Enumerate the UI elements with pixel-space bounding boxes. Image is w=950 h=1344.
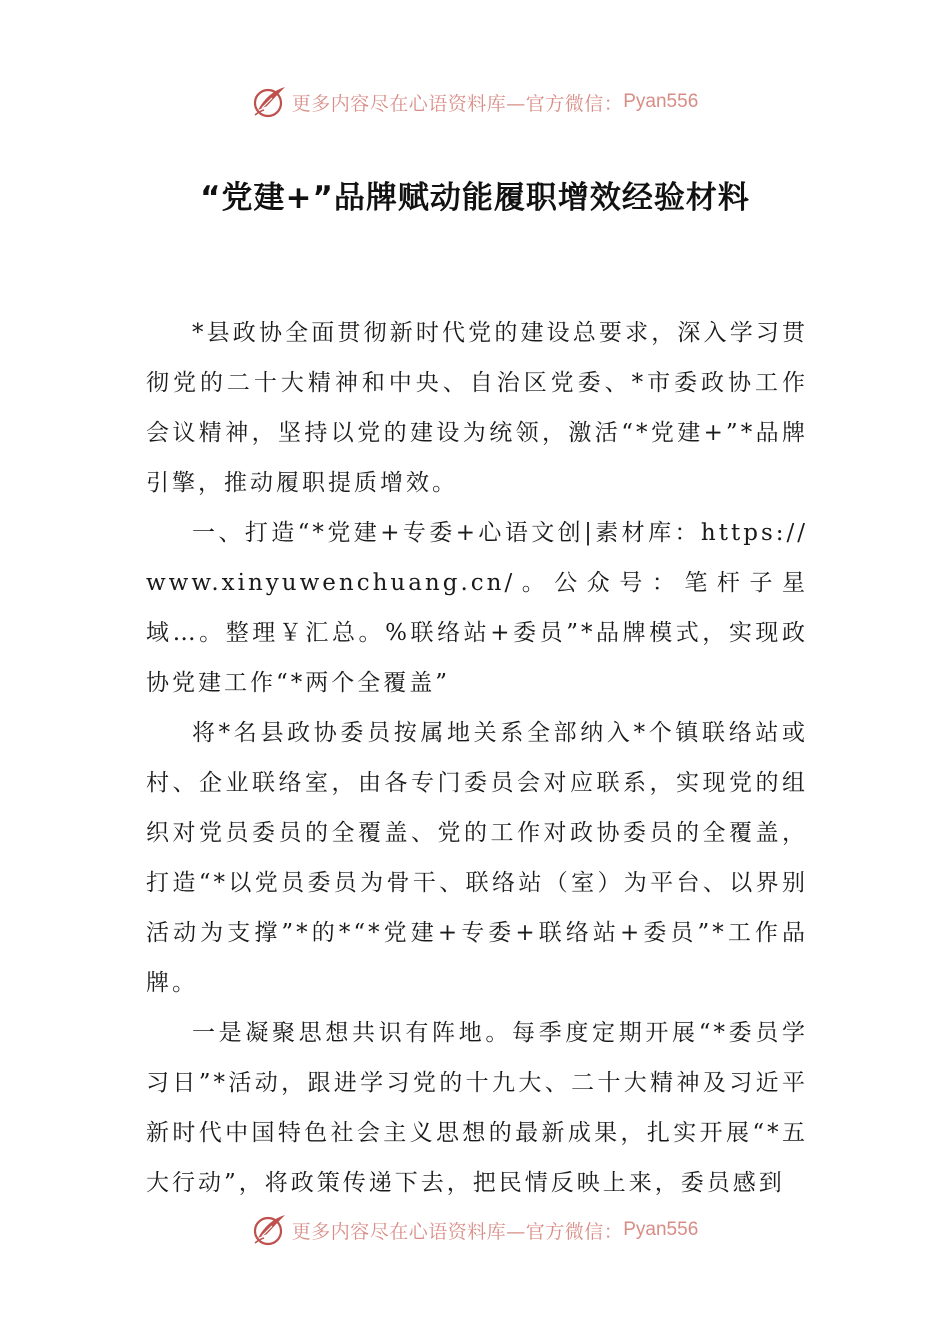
paragraph: *县政协全面贯彻新时代党的建设总要求，深入学习贯彻党的二十大精神和中央、自治区党委、*市委政协工作会议精神，坚持以党的建设为统领，激活“*党建+”*品牌引擎，推动履职提质增效。	[146, 320, 808, 496]
watermark-account: Pyan556	[623, 91, 699, 112]
pen-logo-icon	[252, 1212, 288, 1248]
watermark-text: 更多内容尽在心语资料库—官方微信：	[291, 1220, 624, 1243]
paragraph: 一、打造“*党建+专委+心语文创|素材库：https://www.xinyuwenchuang.cn/。公众号：笔杆子星域…。整理￥汇总。%联络站+委员”*品牌模式，实现政协党建工作“*两个全覆盖”	[146, 520, 808, 696]
paragraph: 将*名县政协委员按属地关系全部纳入*个镇联络站或村、企业联络室，由各专门委员会对应联系，实现党的组织对党员委员的全覆盖、党的工作对政协委员的全覆盖，打造“*以党员委员为骨干、联络站（室）为平台、以界别活动为支撑”*的*“*党建+专委+联络站+委员”*工作品牌。	[146, 720, 808, 996]
paragraph: 一是凝聚思想共识有阵地。每季度定期开展“*委员学习日”*活动，跟进学习党的十九大、二十大精神及习近平新时代中国特色社会主义思想的最新成果，扎实开展“*五大行动”，将政策传递下去，把民情反映上来，委员感到	[146, 1020, 808, 1196]
footer-watermark-banner	[0, 1210, 950, 1250]
watermark-text: 更多内容尽在心语资料库—官方微信：	[291, 92, 624, 115]
watermark-account: Pyan556	[623, 1219, 699, 1240]
pen-logo-icon	[252, 84, 288, 120]
document-title: “党建+”品牌赋动能履职增效经验材料	[200, 180, 750, 216]
document-body	[146, 308, 808, 1208]
header-watermark-banner	[0, 82, 950, 122]
